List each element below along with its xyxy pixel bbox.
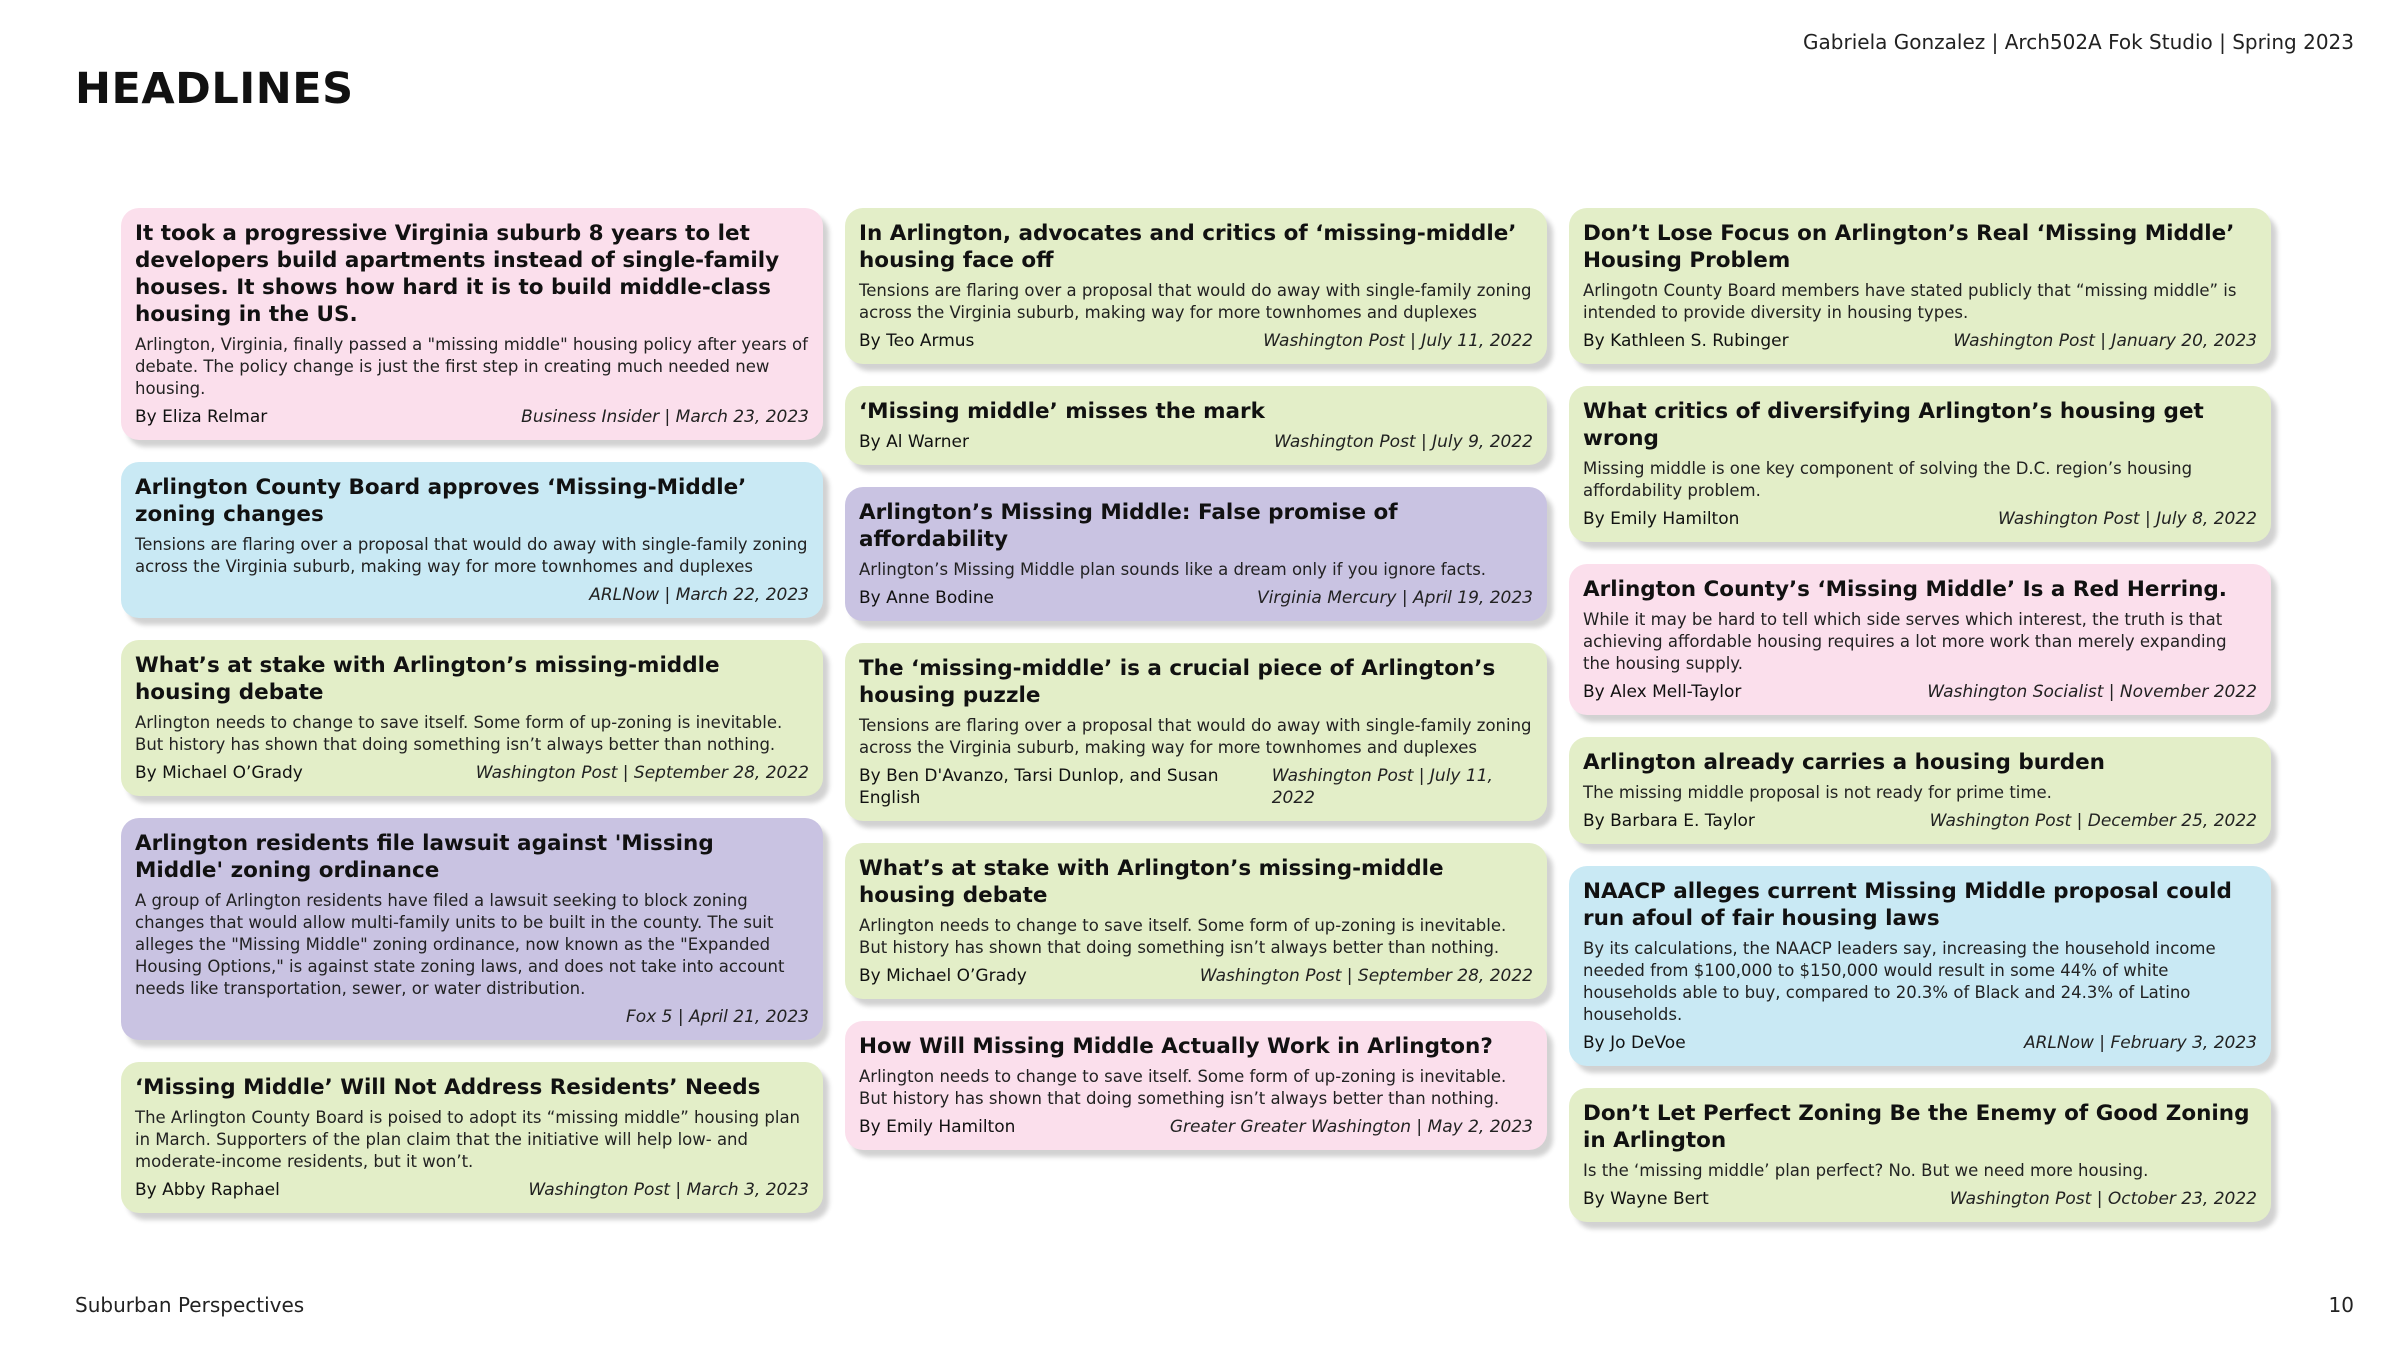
headline-summary: Tensions are flaring over a proposal that would do away with single-family zoning across the Virginia suburb, making way for more townhomes and duplexes xyxy=(135,535,808,576)
headline-author: By Michael O’Grady xyxy=(135,763,303,783)
headline-card xyxy=(121,1062,823,1213)
headline-card xyxy=(121,640,823,796)
headline-title: In Arlington, advocates and critics of ‘missing-middle’ housing face off xyxy=(859,221,1517,273)
headline-card xyxy=(1569,1088,2271,1222)
headline-meta xyxy=(1583,330,2257,352)
headline-meta xyxy=(859,965,1533,987)
headline-card xyxy=(1569,386,2271,542)
headline-meta xyxy=(859,587,1533,609)
headline-title: ‘Missing Middle’ Will Not Address Residents’ Needs xyxy=(135,1075,761,1100)
headline-card xyxy=(121,818,823,1040)
headline-author: By Michael O’Grady xyxy=(859,966,1027,986)
headline-column-3 xyxy=(1569,208,2271,1244)
headline-meta xyxy=(1583,508,2257,530)
headline-title: Arlington County Board approves ‘Missing-Middle’ zoning changes xyxy=(135,475,747,527)
headline-author: By Kathleen S. Rubinger xyxy=(1583,331,1789,351)
headline-card xyxy=(845,487,1547,621)
footer-label: Suburban Perspectives xyxy=(75,1293,305,1317)
headline-summary: Arlingotn County Board members have stated publicly that “missing middle” is intended to provide diversity in housing types. xyxy=(1583,281,2237,322)
headline-title: How Will Missing Middle Actually Work in Arlington? xyxy=(859,1034,1493,1059)
headline-column-1 xyxy=(121,208,823,1235)
headline-summary: Arlington needs to change to save itself. Some form of up-zoning is inevitable. But history has shown that doing something isn’t always better than nothing. xyxy=(135,713,783,754)
headline-title: Don’t Let Perfect Zoning Be the Enemy of Good Zoning in Arlington xyxy=(1583,1101,2250,1153)
headline-summary: Is the ‘missing middle’ plan perfect? No. But we need more housing. xyxy=(1583,1161,2149,1180)
headline-source: Washington Post | January 20, 2023 xyxy=(1953,331,2257,351)
headline-author: By Abby Raphael xyxy=(135,1180,280,1200)
headline-card xyxy=(1569,737,2271,844)
headline-source: Business Insider | March 23, 2023 xyxy=(521,407,809,427)
headline-summary: Arlington needs to change to save itself. Some form of up-zoning is inevitable. But history has shown that doing something isn’t always better than nothing. xyxy=(859,916,1507,957)
headline-source: Washington Socialist | November 2022 xyxy=(1927,682,2257,702)
headline-meta xyxy=(135,1006,809,1028)
headline-title: What’s at stake with Arlington’s missing-middle housing debate xyxy=(859,856,1444,908)
headline-title: Arlington’s Missing Middle: False promise of affordability xyxy=(859,500,1398,552)
headline-summary: While it may be hard to tell which side serves which interest, the truth is that achieving affordable housing requires a lot more work than merely expanding the housing supply. xyxy=(1583,610,2227,673)
headline-meta xyxy=(1583,681,2257,703)
headline-source: Fox 5 | April 21, 2023 xyxy=(626,1007,809,1027)
headline-title: The ‘missing-middle’ is a crucial piece of Arlington’s housing puzzle xyxy=(859,656,1496,708)
headline-title: What’s at stake with Arlington’s missing-middle housing debate xyxy=(135,653,720,705)
headline-column-2 xyxy=(845,208,1547,1172)
headline-source: Washington Post | July 9, 2022 xyxy=(1273,432,1533,452)
headline-summary: Tensions are flaring over a proposal that would do away with single-family zoning across the Virginia suburb, making way for more townhomes and duplexes xyxy=(859,281,1532,322)
headline-card xyxy=(845,386,1547,465)
headline-meta xyxy=(135,584,809,606)
headline-source: Greater Greater Washington | May 2, 2023 xyxy=(1169,1117,1533,1137)
headline-summary: Arlington needs to change to save itself. Some form of up-zoning is inevitable. But history has shown that doing something isn’t always better than nothing. xyxy=(859,1067,1507,1108)
headline-summary: The Arlington County Board is poised to adopt its “missing middle” housing plan in March. Supporters of the plan claim that the initiative will help low- and moderate-income residents, but it won’t. xyxy=(135,1108,801,1171)
headline-source: Washington Post | September 28, 2022 xyxy=(1199,966,1533,986)
headline-source: Washington Post | July 11, 2022 xyxy=(1263,331,1533,351)
headline-title: It took a progressive Virginia suburb 8 years to let developers build apartments instead of single-family houses. It shows how hard it is to build middle-class housing in the US. xyxy=(135,221,780,327)
headline-author: By Anne Bodine xyxy=(859,588,994,608)
headline-source: Washington Post | September 28, 2022 xyxy=(475,763,809,783)
headline-title: Arlington County’s ‘Missing Middle’ Is a Red Herring. xyxy=(1583,577,2227,602)
headline-author: By Emily Hamilton xyxy=(859,1117,1016,1137)
headline-meta xyxy=(859,330,1533,352)
headline-author: By Barbara E. Taylor xyxy=(1583,811,1755,831)
headline-meta xyxy=(1583,1032,2257,1054)
headline-author: By Emily Hamilton xyxy=(1583,509,1740,529)
headline-author: By Jo DeVoe xyxy=(1583,1033,1686,1053)
page-number: 10 xyxy=(2328,1293,2354,1317)
headline-summary: A group of Arlington residents have filed a lawsuit seeking to block zoning changes that would allow multi-family units to be built in the county. The suit alleges the "Missing Middle" zoning ordinance, now known as the "Expanded Housing Options," is against state zoning laws, and does not take into account needs like transportation, sewer, or water distribution. xyxy=(135,891,785,998)
headline-source: Washington Post | December 25, 2022 xyxy=(1929,811,2257,831)
headline-card xyxy=(121,462,823,618)
headline-title: Arlington already carries a housing burden xyxy=(1583,750,2105,775)
headline-title: Don’t Lose Focus on Arlington’s Real ‘Missing Middle’ Housing Problem xyxy=(1583,221,2235,273)
headline-author: By Ben D'Avanzo, Tarsi Dunlop, and Susan English xyxy=(859,766,1219,808)
headline-title: NAACP alleges current Missing Middle proposal could run afoul of fair housing laws xyxy=(1583,879,2232,931)
header-credit: Gabriela Gonzalez | Arch502A Fok Studio | Spring 2023 xyxy=(1803,30,2354,54)
headline-meta xyxy=(1583,1188,2257,1210)
headline-meta xyxy=(859,431,1533,453)
headline-source: Washington Post | October 23, 2022 xyxy=(1949,1189,2257,1209)
headline-title: What critics of diversifying Arlington’s housing get wrong xyxy=(1583,399,2204,451)
headline-source: ARLNow | February 3, 2023 xyxy=(2023,1033,2257,1053)
headline-card xyxy=(845,208,1547,364)
headline-meta xyxy=(135,1179,809,1201)
headline-source: Washington Post | March 3, 2023 xyxy=(528,1180,809,1200)
headline-card xyxy=(845,643,1547,821)
headline-source: ARLNow | March 22, 2023 xyxy=(589,585,809,605)
headline-card xyxy=(1569,208,2271,364)
headline-summary: By its calculations, the NAACP leaders say, increasing the household income needed from $100,000 to $150,000 would result in some 44% of white households able to buy, compared to 20.3% of Black and 24.3% of Latino households. xyxy=(1583,939,2216,1024)
headline-summary: Arlington’s Missing Middle plan sounds like a dream only if you ignore facts. xyxy=(859,560,1487,579)
headline-meta xyxy=(135,406,809,428)
headline-author: By Alex Mell-Taylor xyxy=(1583,682,1742,702)
headline-author: By Teo Armus xyxy=(859,331,975,351)
headline-author: By Wayne Bert xyxy=(1583,1189,1709,1209)
headline-source: Virginia Mercury | April 19, 2023 xyxy=(1257,588,1533,608)
headline-card xyxy=(1569,866,2271,1066)
headline-source: Washington Post | July 8, 2022 xyxy=(1997,509,2257,529)
headline-summary: Tensions are flaring over a proposal that would do away with single-family zoning across the Virginia suburb, making way for more townhomes and duplexes xyxy=(859,716,1532,757)
headline-card xyxy=(121,208,823,440)
page-title: HEADLINES xyxy=(75,64,354,114)
headline-title: Arlington residents file lawsuit against 'Missing Middle' zoning ordinance xyxy=(135,831,714,883)
headline-card xyxy=(845,843,1547,999)
headline-meta xyxy=(859,765,1533,809)
headline-author: By Eliza Relmar xyxy=(135,407,268,427)
headline-meta xyxy=(135,762,809,784)
headline-summary: The missing middle proposal is not ready for prime time. xyxy=(1583,783,2052,802)
headline-meta xyxy=(1583,810,2257,832)
headline-summary: Missing middle is one key component of solving the D.C. region’s housing affordability problem. xyxy=(1583,459,2193,500)
headline-card xyxy=(845,1021,1547,1150)
headline-author: By Al Warner xyxy=(859,432,969,452)
headline-summary: Arlington, Virginia, finally passed a "missing middle" housing policy after years of debate. The policy change is just the first step in creating much needed new housing. xyxy=(135,335,808,398)
headline-title: ‘Missing middle’ misses the mark xyxy=(859,399,1265,424)
headline-meta xyxy=(859,1116,1533,1138)
headline-source: Washington Post | July 11, 2022 xyxy=(1271,766,1493,808)
headline-card xyxy=(1569,564,2271,715)
